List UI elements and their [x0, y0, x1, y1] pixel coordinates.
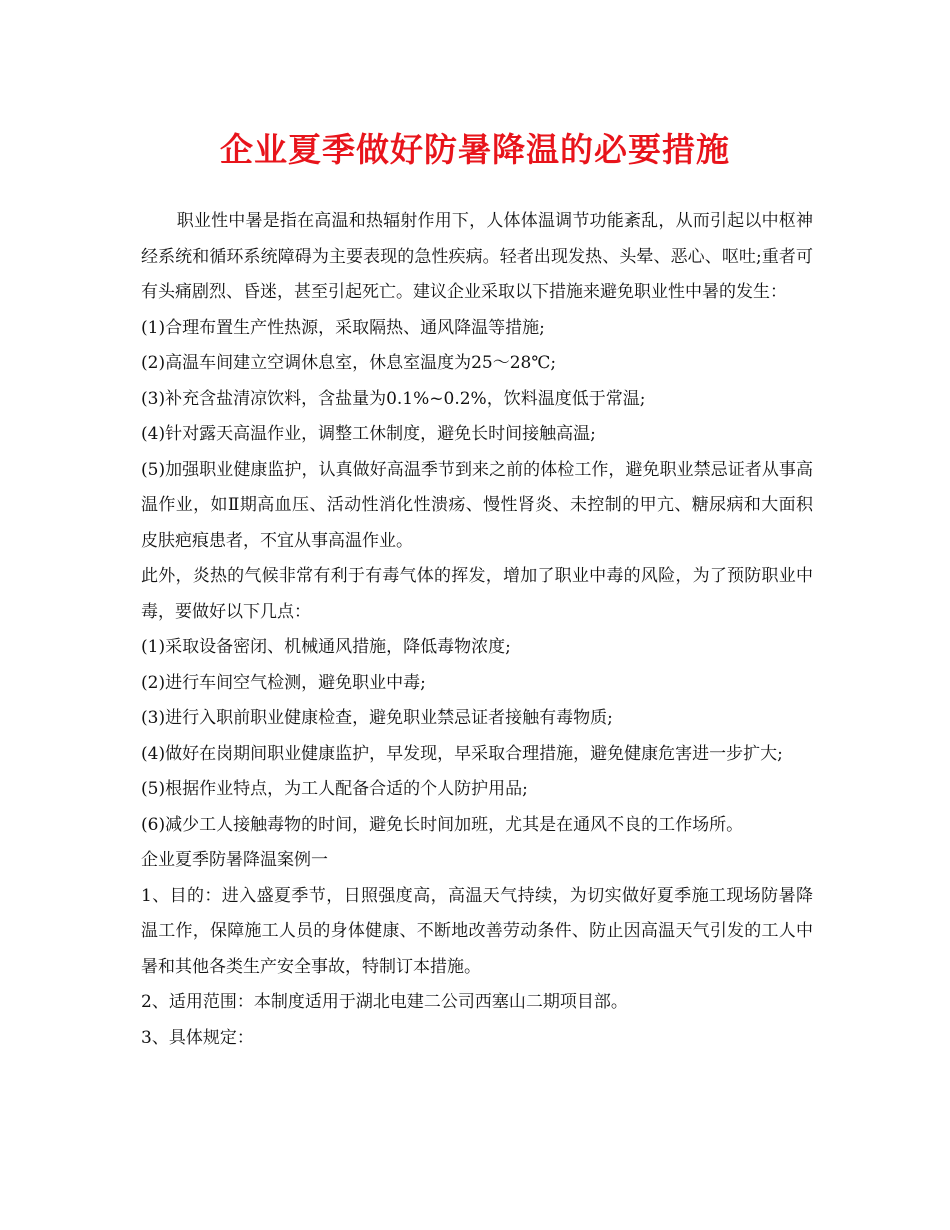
poisoning-measure-6: (6)减少工人接触毒物的时间，避免长时间加班，尤其是在通风不良的工作场所。 [141, 814, 744, 835]
document-title: 企业夏季做好防暑降温的必要措施 [220, 130, 730, 169]
heatstroke-measure-5: (5)加强职业健康监护，认真做好高温季节到来之前的体检工作，避免职业禁忌证者从事高温作业，如Ⅱ期高血压、活动性消化性溃疡、慢性肾炎、未控制的甲亢、糖尿病和大面积皮肤疤痕患者，不宜从事高温作业。 [141, 459, 813, 551]
poisoning-measure-2: (2)进行车间空气检测，避免职业中毒; [141, 672, 426, 693]
heatstroke-measure-3: (3)补充含盐清凉饮料，含盐量为0.1%~0.2%，饮料温度低于常温; [141, 388, 646, 409]
poisoning-measure-1: (1)采取设备密闭、机械通风措施，降低毒物浓度; [141, 637, 511, 657]
document-body [141, 204, 813, 1056]
intro-paragraph: 职业性中暑是指在高温和热辐射作用下，人体体温调节功能紊乱，从而引起以中枢神经系统和循环系统障碍为主要表现的急性疾病。轻者出现发热、头晕、恶心、呕吐;重者可有头痛剧烈、昏迷，甚至引起死亡。建议企业采取以下措施来避免职业性中暑的发生： [141, 211, 813, 302]
case-item-scope: 2、适用范围：本制度适用于湖北电建二公司西塞山二期项目部。 [141, 992, 628, 1012]
poisoning-intro-paragraph: 此外，炎热的气候非常有利于有毒气体的挥发，增加了职业中毒的风险，为了预防职业中毒，要做好以下几点： [141, 566, 813, 622]
heatstroke-measure-2: (2)高温车间建立空调休息室，休息室温度为25～28℃; [141, 353, 557, 373]
heatstroke-measure-4: (4)针对露天高温作业，调整工休制度，避免长时间接触高温; [141, 424, 596, 444]
poisoning-measure-4: (4)做好在岗期间职业健康监护，早发现，早采取合理措施，避免健康危害进一步扩大; [141, 743, 783, 764]
case-heading: 企业夏季防暑降温案例一 [141, 850, 328, 870]
case-item-purpose: 1、目的：进入盛夏季节，日照强度高，高温天气持续，为切实做好夏季施工现场防暑降温工作，保障施工人员的身体健康、不断地改善劳动条件、防止因高温天气引发的工人中暑和其他各类生产安全事故，特制订本措施。 [141, 885, 813, 977]
poisoning-measure-3: (3)进行入职前职业健康检查，避免职业禁忌证者接触有毒物质; [141, 708, 613, 728]
poisoning-measure-5: (5)根据作业特点，为工人配备合适的个人防护用品; [141, 779, 528, 799]
case-item-rules: 3、具体规定： [141, 1027, 254, 1048]
heatstroke-measure-1: (1)合理布置生产性热源，采取隔热、通风降温等措施; [141, 317, 545, 338]
